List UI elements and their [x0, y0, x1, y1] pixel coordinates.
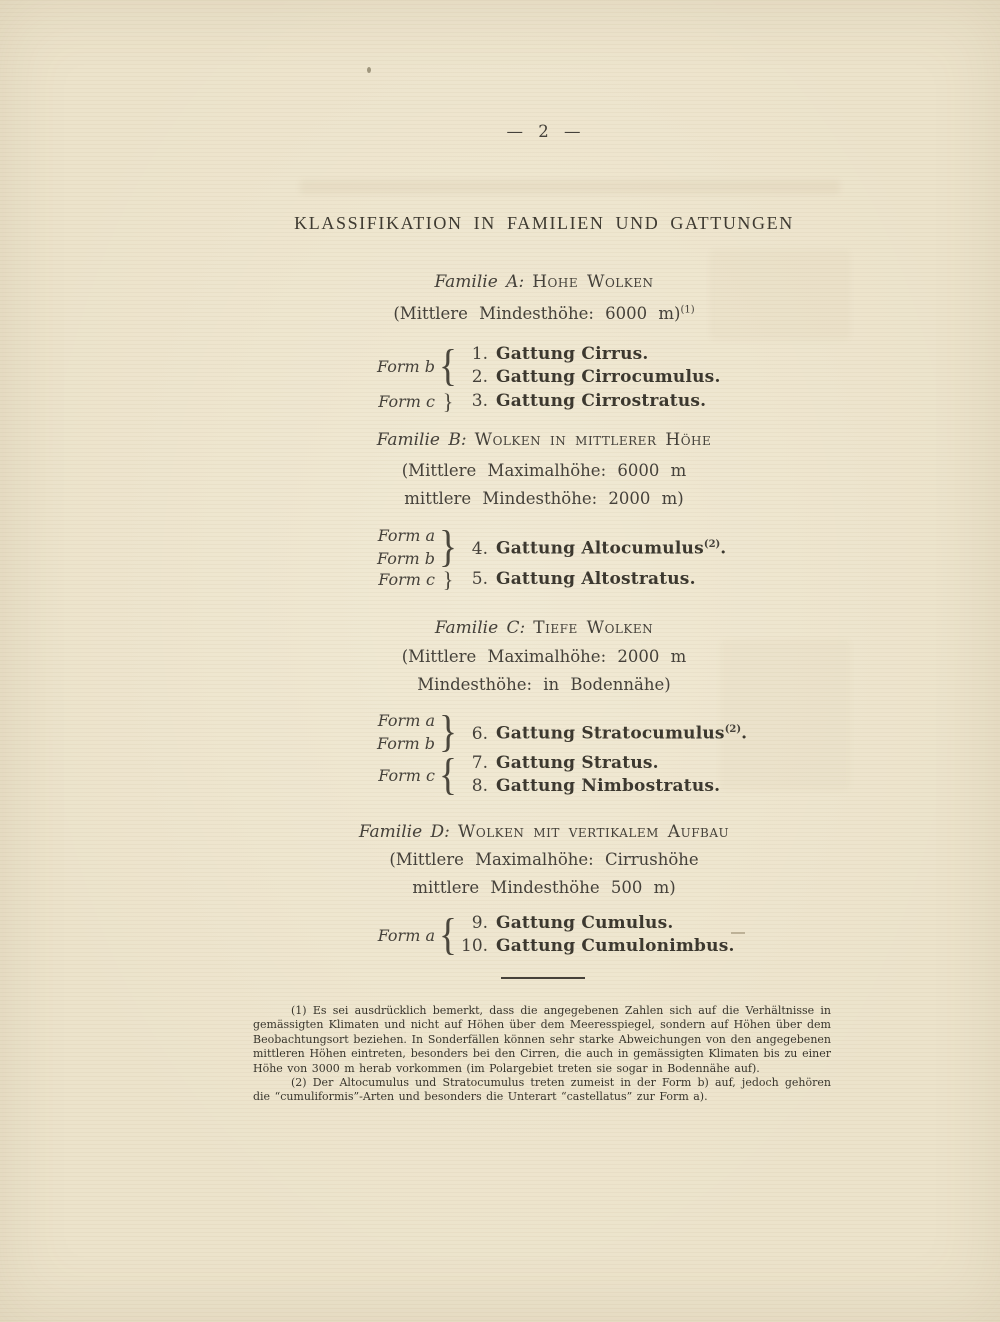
paper-speck: [367, 67, 371, 73]
footnote-1-marker: (1): [291, 1004, 307, 1017]
form-row-a1: [340, 343, 721, 389]
family-a-subtitle: [0, 304, 1000, 323]
form-row-b1: [340, 524, 726, 570]
page-number: — 2 —: [506, 122, 582, 141]
form-label: Form b: [376, 549, 435, 568]
family-a-heights: (Mittlere Mindesthöhe: 6000 m): [393, 304, 681, 323]
family-d-label: Familie D:: [358, 822, 450, 842]
footnote-ref-1: (1): [680, 304, 695, 316]
brace-glyph: }: [439, 522, 457, 571]
family-b-subtitle-2: mittlere Mindesthöhe: 2000 m): [404, 489, 684, 508]
footnotes-block: [253, 1004, 831, 1105]
form-label: Form c: [378, 570, 435, 589]
footnote-1-text: Es sei ausdrücklich bemerkt, dass die angegebenen Zahlen sich auf die Verhältnisse in gemässigten Klimaten und nicht auf Höhen über dem Meeresspiegel, sondern auf Höhen über dem Beobachtungsort beziehen. In Sonderfällen können sehr starke Abweichungen von den angegebenen mittleren Höhen eintreten, besonders bei den Cirren, die auch in gemässigten Klimaten bis zu einer Höhe von 3000 m herab vorkommen (im Polargebiet treten sie sogar in Bodennähe auf).: [253, 1004, 832, 1075]
form-label: Form c: [378, 765, 435, 785]
form-row-c2: [340, 752, 720, 798]
form-label: Form b: [376, 734, 435, 753]
form-label: Form c: [378, 392, 435, 411]
family-c-label: Familie C:: [434, 618, 526, 638]
form-row-a2: [340, 390, 706, 413]
form-row-b2: [340, 568, 696, 591]
gattung-item: 7. Gattung Stratus.: [471, 753, 659, 773]
gattung-item: 5. Gattung Altostratus.: [471, 569, 696, 589]
footnote-2-marker: (2): [291, 1076, 307, 1090]
gattung-item: 9. Gattung Cumulus.: [471, 913, 674, 933]
form-label: Form a: [377, 526, 435, 545]
family-c-subtitle-1: (Mittlere Maximalhöhe: 2000 m: [401, 647, 687, 666]
gattung-item: 8. Gattung Nimbostratus.: [471, 776, 721, 796]
form-row-d1: [340, 912, 735, 958]
bleedthrough-smudge: [710, 250, 850, 340]
gattung-item: 4. Gattung Altocumulus$^{(2)}$.: [471, 538, 727, 559]
brace-glyph: }: [442, 389, 454, 414]
form-label: Form a: [377, 711, 435, 730]
family-a-heading: [0, 272, 1000, 292]
family-d-name: Wolken mit vertikalem Aufbau: [457, 822, 730, 842]
gattung-item: 3. Gattung Cirrostratus.: [471, 391, 707, 411]
family-b-name: Wolken in mittlerer Höhe: [474, 430, 712, 450]
brace-glyph: }: [442, 567, 454, 592]
form-label: Form b: [376, 356, 435, 376]
family-c-subtitle-2: Mindesthöhe: in Bodennähe): [417, 675, 671, 694]
footnote-2: [253, 1076, 831, 1105]
family-b-heading: [0, 430, 1000, 450]
family-d-subtitle-2: mittlere Mindesthöhe 500 m): [412, 878, 676, 897]
bleedthrough-smudge: [300, 180, 840, 194]
form-row-c1: [340, 709, 747, 755]
gattung-item: 2. Gattung Cirrocumulus.: [471, 367, 721, 387]
footnote-2-text: Der Altocumulus und Stratocumulus treten zumeist in der Form b) auf, jedoch gehören die “cumuliformis”-Arten und besonders die Unterart “castellatus” zur Form a).: [253, 1076, 831, 1104]
family-b-label: Familie B:: [376, 430, 467, 450]
gattung-item: 1. Gattung Cirrus.: [471, 344, 649, 364]
footnote-ref-2: (2): [724, 724, 742, 736]
footnote-1: [253, 1004, 831, 1076]
gattung-item: 6. Gattung Stratocumulus$^{(2)}$.: [471, 723, 748, 744]
brace-glyph: {: [439, 341, 457, 390]
family-c-name: Tiefe Wolken: [533, 618, 654, 638]
family-a-name: Hohe Wolken: [532, 272, 654, 292]
family-d-heading: [0, 822, 1000, 842]
footnote-divider-rule: [501, 977, 585, 979]
gattung-item: 10. Gattung Cumulonimbus.: [461, 936, 735, 956]
brace-glyph: {: [439, 910, 457, 959]
brace-glyph: {: [439, 750, 457, 799]
brace-glyph: }: [439, 707, 457, 756]
footnote-ref-2: (2): [703, 539, 721, 551]
form-label: Form a: [377, 925, 435, 945]
family-b-subtitle-1: (Mittlere Maximalhöhe: 6000 m: [401, 461, 687, 480]
family-c-heading: [0, 618, 1000, 638]
family-d-subtitle-1: (Mittlere Maximalhöhe: Cirrushöhe: [389, 850, 699, 869]
family-a-label: Familie A:: [434, 272, 525, 292]
page-title: KLASSIFIKATION IN FAMILIEN UND GATTUNGEN: [294, 213, 794, 233]
